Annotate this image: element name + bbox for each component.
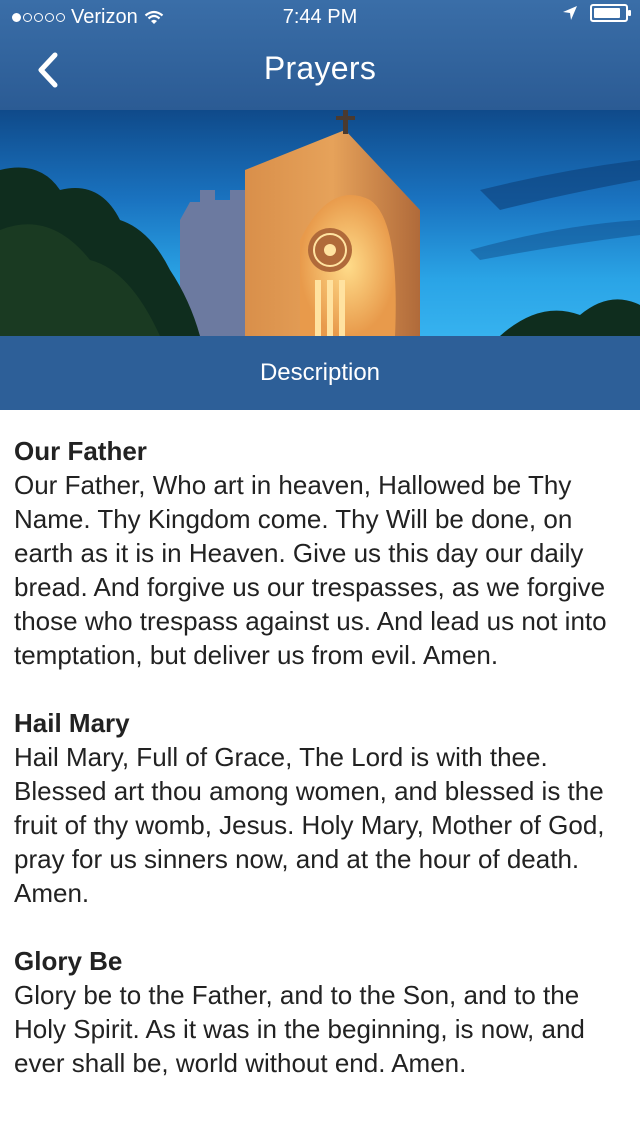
navigation-bar bbox=[0, 36, 640, 110]
status-right bbox=[562, 4, 628, 22]
prayer-item bbox=[14, 944, 626, 1080]
prayer-text: Glory be to the Father, and to the Son, and to the Holy Spirit. As it was in the beginning, is now, and ever shall be, world without end. Amen. bbox=[14, 980, 585, 1078]
prayer-text: Hail Mary, Full of Grace, The Lord is with thee. Blessed art thou among women, and blessed is the fruit of thy womb, Jesus. Holy Mary, Mother of God, pray for us sinners now, and at the hour of death. Amen. bbox=[14, 742, 605, 908]
prayer-item bbox=[14, 706, 626, 910]
top-bar bbox=[0, 0, 640, 110]
prayer-text: Our Father, Who art in heaven, Hallowed be Thy Name. Thy Kingdom come. Thy Will be done, on earth as it is in Heaven. Give us this day our daily bread. And forgive us our trespasses, as we forgive those who trespass against us. And lead us not into temptation, but deliver us from evil. Amen. bbox=[14, 470, 607, 670]
status-time: 7:44 PM bbox=[282, 6, 358, 28]
location-arrow-icon bbox=[562, 5, 578, 21]
prayer-item bbox=[14, 434, 626, 672]
church-at-dusk-image bbox=[0, 110, 640, 336]
prayers-content bbox=[14, 434, 626, 1114]
prayer-title: Our Father bbox=[14, 436, 147, 466]
status-bar bbox=[0, 0, 640, 36]
page-title: Prayers bbox=[263, 50, 377, 86]
description-tab[interactable] bbox=[0, 336, 640, 410]
prayer-title: Glory Be bbox=[14, 946, 123, 976]
battery-icon bbox=[590, 4, 628, 22]
prayer-title: Hail Mary bbox=[14, 708, 130, 738]
hero-image bbox=[0, 110, 640, 336]
carrier-name: Verizon bbox=[71, 6, 138, 28]
description-tab-label: Description bbox=[259, 359, 381, 386]
